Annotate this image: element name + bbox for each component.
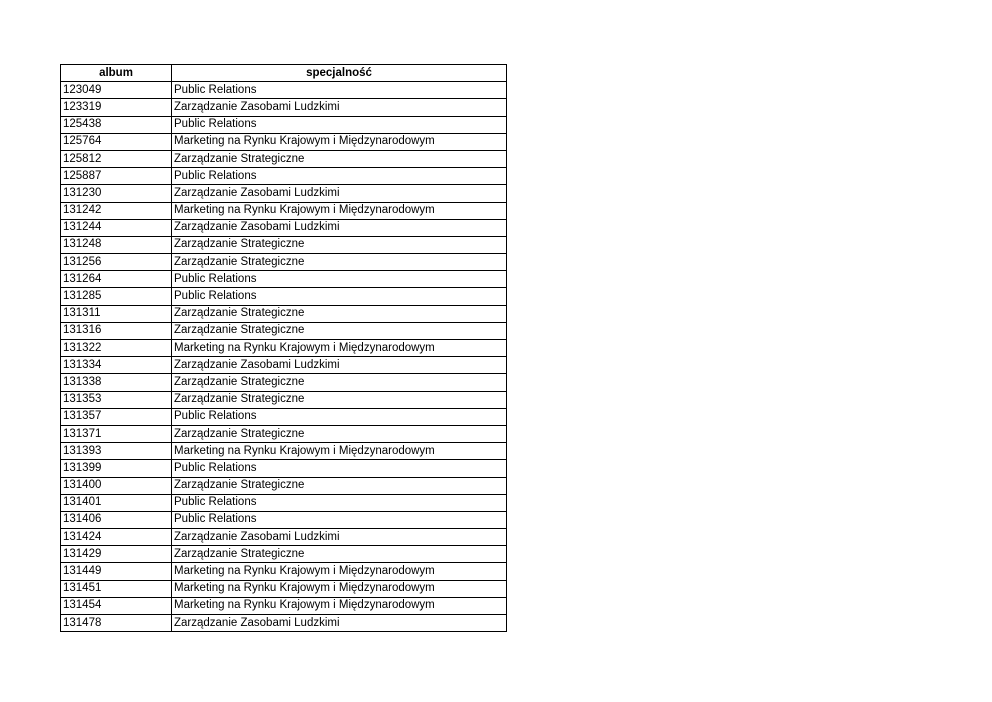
- table-row: [61, 425, 507, 442]
- table-row: [61, 511, 507, 528]
- header-row: [61, 65, 507, 82]
- table-row: [61, 116, 507, 133]
- album-cell: 131449: [61, 563, 172, 580]
- album-cell: 131406: [61, 511, 172, 528]
- table-row: [61, 133, 507, 150]
- album-cell: 131256: [61, 254, 172, 271]
- album-cell: 131242: [61, 202, 172, 219]
- album-cell: 125438: [61, 116, 172, 133]
- album-cell: 131357: [61, 408, 172, 425]
- album-cell: 131248: [61, 236, 172, 253]
- table-header: [61, 65, 507, 82]
- album-cell: 131393: [61, 443, 172, 460]
- specialization-cell: Marketing na Rynku Krajowym i Międzynarodowym: [172, 133, 507, 150]
- table-row: [61, 340, 507, 357]
- table-row: [61, 82, 507, 99]
- table-row: [61, 236, 507, 253]
- specialization-cell: Marketing na Rynku Krajowym i Międzynarodowym: [172, 443, 507, 460]
- table-row: [61, 494, 507, 511]
- album-cell: 131244: [61, 219, 172, 236]
- column-header-specialization: specjalność: [172, 65, 507, 82]
- table-row: [61, 271, 507, 288]
- table-row: [61, 185, 507, 202]
- specialization-cell: Zarządzanie Strategiczne: [172, 150, 507, 167]
- table-row: [61, 305, 507, 322]
- table-row: [61, 408, 507, 425]
- album-cell: 123049: [61, 82, 172, 99]
- specialization-cell: Public Relations: [172, 168, 507, 185]
- album-cell: 125887: [61, 168, 172, 185]
- album-specialization-table: [60, 64, 507, 632]
- album-cell: 131264: [61, 271, 172, 288]
- album-cell: 131478: [61, 615, 172, 632]
- album-cell: 131322: [61, 340, 172, 357]
- table-row: [61, 597, 507, 614]
- album-cell: 131230: [61, 185, 172, 202]
- table-row: [61, 150, 507, 167]
- album-cell: 131424: [61, 529, 172, 546]
- table-row: [61, 615, 507, 632]
- specialization-cell: Public Relations: [172, 460, 507, 477]
- specialization-cell: Public Relations: [172, 82, 507, 99]
- specialization-cell: Marketing na Rynku Krajowym i Międzynarodowym: [172, 340, 507, 357]
- album-cell: 131338: [61, 374, 172, 391]
- table-row: [61, 529, 507, 546]
- table-row: [61, 202, 507, 219]
- album-cell: 125812: [61, 150, 172, 167]
- album-cell: 131371: [61, 425, 172, 442]
- specialization-cell: Zarządzanie Strategiczne: [172, 391, 507, 408]
- specialization-cell: Marketing na Rynku Krajowym i Międzynarodowym: [172, 202, 507, 219]
- album-cell: 131451: [61, 580, 172, 597]
- album-cell: 131285: [61, 288, 172, 305]
- specialization-cell: Zarządzanie Strategiczne: [172, 374, 507, 391]
- specialization-cell: Public Relations: [172, 288, 507, 305]
- specialization-cell: Zarządzanie Strategiczne: [172, 425, 507, 442]
- album-cell: 131399: [61, 460, 172, 477]
- specialization-cell: Zarządzanie Strategiczne: [172, 254, 507, 271]
- specialization-cell: Zarządzanie Zasobami Ludzkimi: [172, 219, 507, 236]
- table-body: [61, 82, 507, 632]
- specialization-cell: Zarządzanie Strategiczne: [172, 322, 507, 339]
- album-cell: 131311: [61, 305, 172, 322]
- table-row: [61, 357, 507, 374]
- album-cell: 131316: [61, 322, 172, 339]
- specialization-cell: Public Relations: [172, 511, 507, 528]
- album-cell: 123319: [61, 99, 172, 116]
- specialization-cell: Zarządzanie Strategiczne: [172, 305, 507, 322]
- table-row: [61, 443, 507, 460]
- table-row: [61, 254, 507, 271]
- album-cell: 131334: [61, 357, 172, 374]
- specialization-cell: Zarządzanie Zasobami Ludzkimi: [172, 529, 507, 546]
- table-row: [61, 546, 507, 563]
- specialization-cell: Public Relations: [172, 271, 507, 288]
- album-cell: 131454: [61, 597, 172, 614]
- specialization-cell: Zarządzanie Strategiczne: [172, 236, 507, 253]
- album-cell: 131429: [61, 546, 172, 563]
- specialization-cell: Marketing na Rynku Krajowym i Międzynarodowym: [172, 597, 507, 614]
- table-row: [61, 391, 507, 408]
- specialization-cell: Public Relations: [172, 116, 507, 133]
- table-row: [61, 460, 507, 477]
- table-row: [61, 374, 507, 391]
- column-header-album: album: [61, 65, 172, 82]
- album-cell: 131353: [61, 391, 172, 408]
- specialization-cell: Zarządzanie Zasobami Ludzkimi: [172, 185, 507, 202]
- specialization-cell: Zarządzanie Strategiczne: [172, 546, 507, 563]
- specialization-cell: Marketing na Rynku Krajowym i Międzynarodowym: [172, 563, 507, 580]
- table-row: [61, 168, 507, 185]
- spreadsheet-table-container: [60, 64, 506, 632]
- specialization-cell: Zarządzanie Strategiczne: [172, 477, 507, 494]
- album-cell: 125764: [61, 133, 172, 150]
- table-row: [61, 99, 507, 116]
- table-row: [61, 288, 507, 305]
- table-row: [61, 477, 507, 494]
- specialization-cell: Marketing na Rynku Krajowym i Międzynarodowym: [172, 580, 507, 597]
- table-row: [61, 322, 507, 339]
- album-cell: 131400: [61, 477, 172, 494]
- table-row: [61, 580, 507, 597]
- table-row: [61, 563, 507, 580]
- specialization-cell: Public Relations: [172, 494, 507, 511]
- specialization-cell: Public Relations: [172, 408, 507, 425]
- specialization-cell: Zarządzanie Zasobami Ludzkimi: [172, 615, 507, 632]
- table-row: [61, 219, 507, 236]
- specialization-cell: Zarządzanie Zasobami Ludzkimi: [172, 99, 507, 116]
- album-cell: 131401: [61, 494, 172, 511]
- specialization-cell: Zarządzanie Zasobami Ludzkimi: [172, 357, 507, 374]
